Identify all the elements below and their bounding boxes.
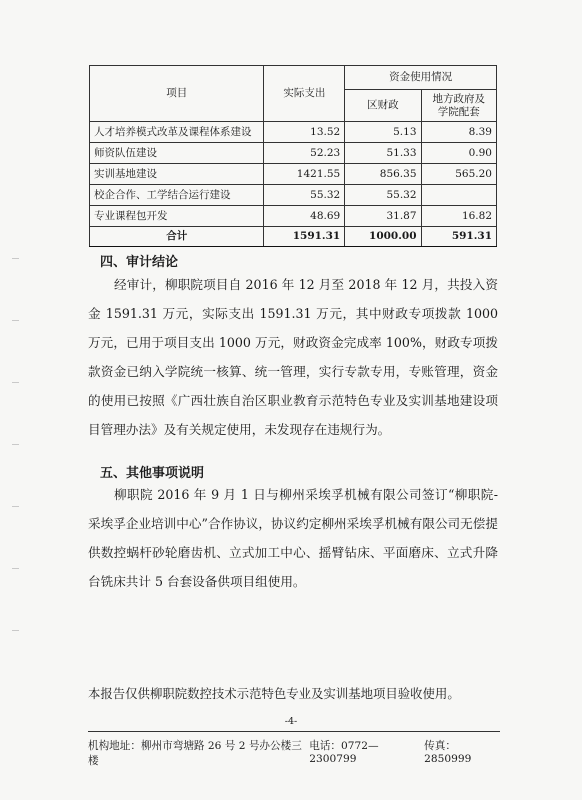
cell-district: 5.13 bbox=[345, 122, 421, 143]
fund-usage-table bbox=[89, 65, 497, 247]
cell-item: 实训基地建设 bbox=[90, 164, 264, 185]
cell-local: 16.82 bbox=[421, 206, 496, 227]
cell-district: 55.32 bbox=[345, 185, 421, 206]
table-row bbox=[90, 164, 497, 185]
cell-item: 专业课程包开发 bbox=[90, 206, 264, 227]
cell-actual: 55.32 bbox=[264, 185, 345, 206]
header-actual: 实际支出 bbox=[264, 66, 345, 122]
other-matters-paragraph: 柳职院 2016 年 9 月 1 日与柳州采埃孚机械有限公司签订“柳职院-采埃孚企业培训中心”合作协议，协议约定柳州采埃孚机械有限公司无偿提供数控蜗杆砂轮磨齿机、立式加工中心、摇臂钻床、平面磨床、立式升降台铣床共计 5 台套设备供项目组使用。 bbox=[88, 487, 498, 589]
footer-address: 机构地址：柳州市弯塘路 26 号 2 号办公楼三楼 bbox=[88, 740, 302, 767]
header-district-finance: 区财政 bbox=[345, 90, 421, 122]
total-actual: 1591.31 bbox=[264, 227, 345, 247]
cell-actual: 1421.55 bbox=[264, 164, 345, 185]
cell-local: 8.39 bbox=[421, 122, 496, 143]
footer bbox=[88, 738, 502, 768]
footer-phone: 电话：0772—2300799 bbox=[309, 740, 379, 765]
cell-actual: 52.23 bbox=[264, 143, 345, 164]
margin-mark bbox=[12, 444, 19, 445]
header-local-line1: 地方政府及 bbox=[432, 93, 485, 106]
margin-mark bbox=[12, 382, 19, 383]
table-row bbox=[90, 185, 497, 206]
table-header-row bbox=[90, 66, 497, 90]
cell-item: 师资队伍建设 bbox=[90, 143, 264, 164]
audit-conclusion-paragraph: 经审计，柳职院项目自 2016 年 12 月至 2018 年 12 月，共投入资金 1591.31 万元，实际支出 1591.31 万元，其中财政专项拨款 1000 万元，已用于项目支出 1000 万元，财政资金完成率 100%，财政专项拨款资金已纳入学院统一核算、统一管理，实行专款专用，专账管理，资金的使用已按照《广西壮族自治区职业教育示范特色专业及实训基地建设项目管理办法》及有关规定使用，未发现存在违规行为。 bbox=[88, 277, 498, 437]
margin-mark bbox=[12, 258, 19, 259]
total-label: 合计 bbox=[90, 227, 264, 247]
cell-actual: 13.52 bbox=[264, 122, 345, 143]
cell-local bbox=[421, 185, 496, 206]
header-local-line2: 学院配套 bbox=[437, 105, 480, 118]
table-row bbox=[90, 143, 497, 164]
margin-mark bbox=[12, 568, 19, 569]
table-row bbox=[90, 206, 497, 227]
total-local: 591.31 bbox=[421, 227, 496, 247]
cell-item: 人才培养模式改革及课程体系建设 bbox=[90, 122, 264, 143]
footer-divider bbox=[88, 731, 500, 732]
total-district: 1000.00 bbox=[345, 227, 421, 247]
cell-district: 856.35 bbox=[345, 164, 421, 185]
section-other-matters-title: 五、其他事项说明 bbox=[100, 466, 205, 481]
cell-item: 校企合作、工学结合运行建设 bbox=[90, 185, 264, 206]
margin-mark bbox=[12, 320, 19, 321]
header-fund-usage: 资金使用情况 bbox=[345, 66, 497, 90]
margin-mark bbox=[12, 630, 19, 631]
cell-local: 565.20 bbox=[421, 164, 496, 185]
cell-district: 31.87 bbox=[345, 206, 421, 227]
table-total-row bbox=[90, 227, 497, 247]
table-row bbox=[90, 122, 497, 143]
section-audit-conclusion-title: 四、审计结论 bbox=[100, 255, 179, 270]
report-usage-note: 本报告仅供柳职院数控技术示范特色专业及实训基地项目验收使用。 bbox=[88, 686, 460, 701]
footer-fax: 传真：2850999 bbox=[424, 740, 472, 765]
cell-local: 0.90 bbox=[421, 143, 496, 164]
page-number: -4- bbox=[284, 716, 298, 727]
header-local-match bbox=[421, 90, 496, 122]
cell-district: 51.33 bbox=[345, 143, 421, 164]
header-item: 项目 bbox=[90, 66, 264, 122]
margin-mark bbox=[12, 506, 19, 507]
cell-actual: 48.69 bbox=[264, 206, 345, 227]
